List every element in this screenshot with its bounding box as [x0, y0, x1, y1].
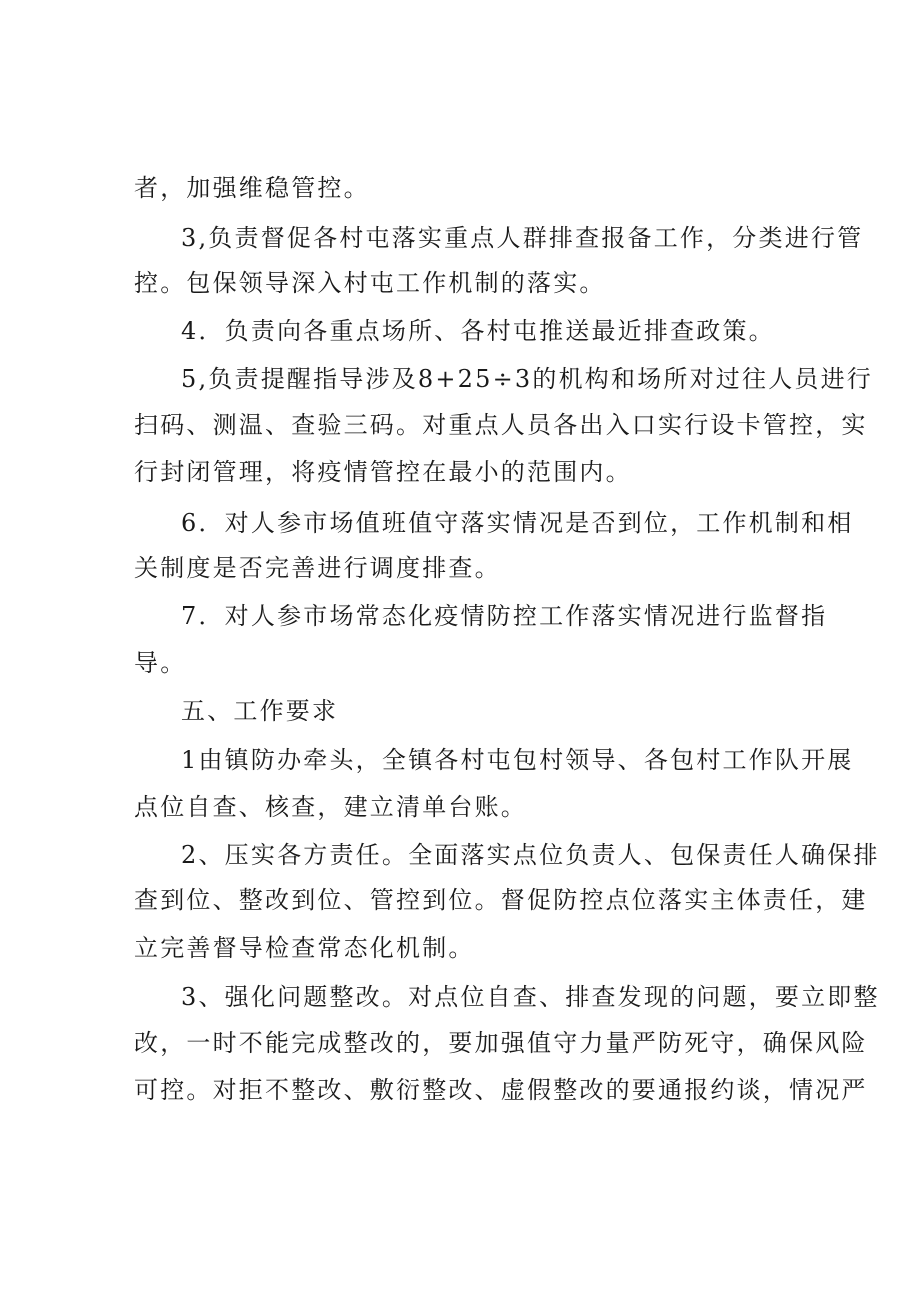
paragraph-line: 6．对人参市场值班值守落实情况是否到位，工作机制和相	[181, 509, 854, 537]
paragraph-line: 7．对人参市场常态化疫情防控工作落实情况进行监督指	[181, 602, 828, 630]
paragraph-line: 2、压实各方责任。全面落实点位负责人、包保责任人确保排	[181, 841, 880, 869]
paragraph-line: 1由镇防办牵头，全镇各村屯包村领导、各包村工作队开展	[181, 746, 854, 774]
paragraph-line: 可控。对拒不整改、敷衍整改、虚假整改的要通报约谈，情况严	[134, 1076, 868, 1104]
section-heading: 五、工作要求	[181, 697, 339, 725]
paragraph-line: 点位自查、核查，建立清单台账。	[134, 793, 527, 821]
paragraph-line: 4．负责向各重点场所、各村屯推送最近排查政策。	[181, 317, 775, 345]
paragraph-line: 控。包保领导深入村屯工作机制的落实。	[134, 269, 606, 297]
paragraph-line: 改，一时不能完成整改的，要加强值守力量严防死守，确保风险	[134, 1029, 868, 1057]
paragraph-line: 关制度是否完善进行调度排查。	[134, 554, 501, 582]
paragraph-line: 者，加强维稳管控。	[134, 174, 370, 202]
paragraph-line: 5,负责提醒指导涉及8+25÷3的机构和场所对过往人员进行	[181, 365, 873, 393]
paragraph-line: 扫码、测温、查验三码。对重点人员各出入口实行设卡管控，实	[134, 411, 868, 439]
paragraph-line: 立完善督导检查常态化机制。	[134, 934, 475, 962]
paragraph-line: 行封闭管理，将疫情管控在最小的范围内。	[134, 458, 632, 486]
paragraph-line: 查到位、整改到位、管控到位。督促防控点位落实主体责任，建	[134, 886, 868, 914]
paragraph-line: 3、强化问题整改。对点位自查、排查发现的问题，要立即整	[181, 983, 880, 1011]
paragraph-line: 3,负责督促各村屯落实重点人群排查报备工作，分类进行管	[181, 224, 864, 252]
paragraph-line: 导。	[134, 649, 187, 677]
